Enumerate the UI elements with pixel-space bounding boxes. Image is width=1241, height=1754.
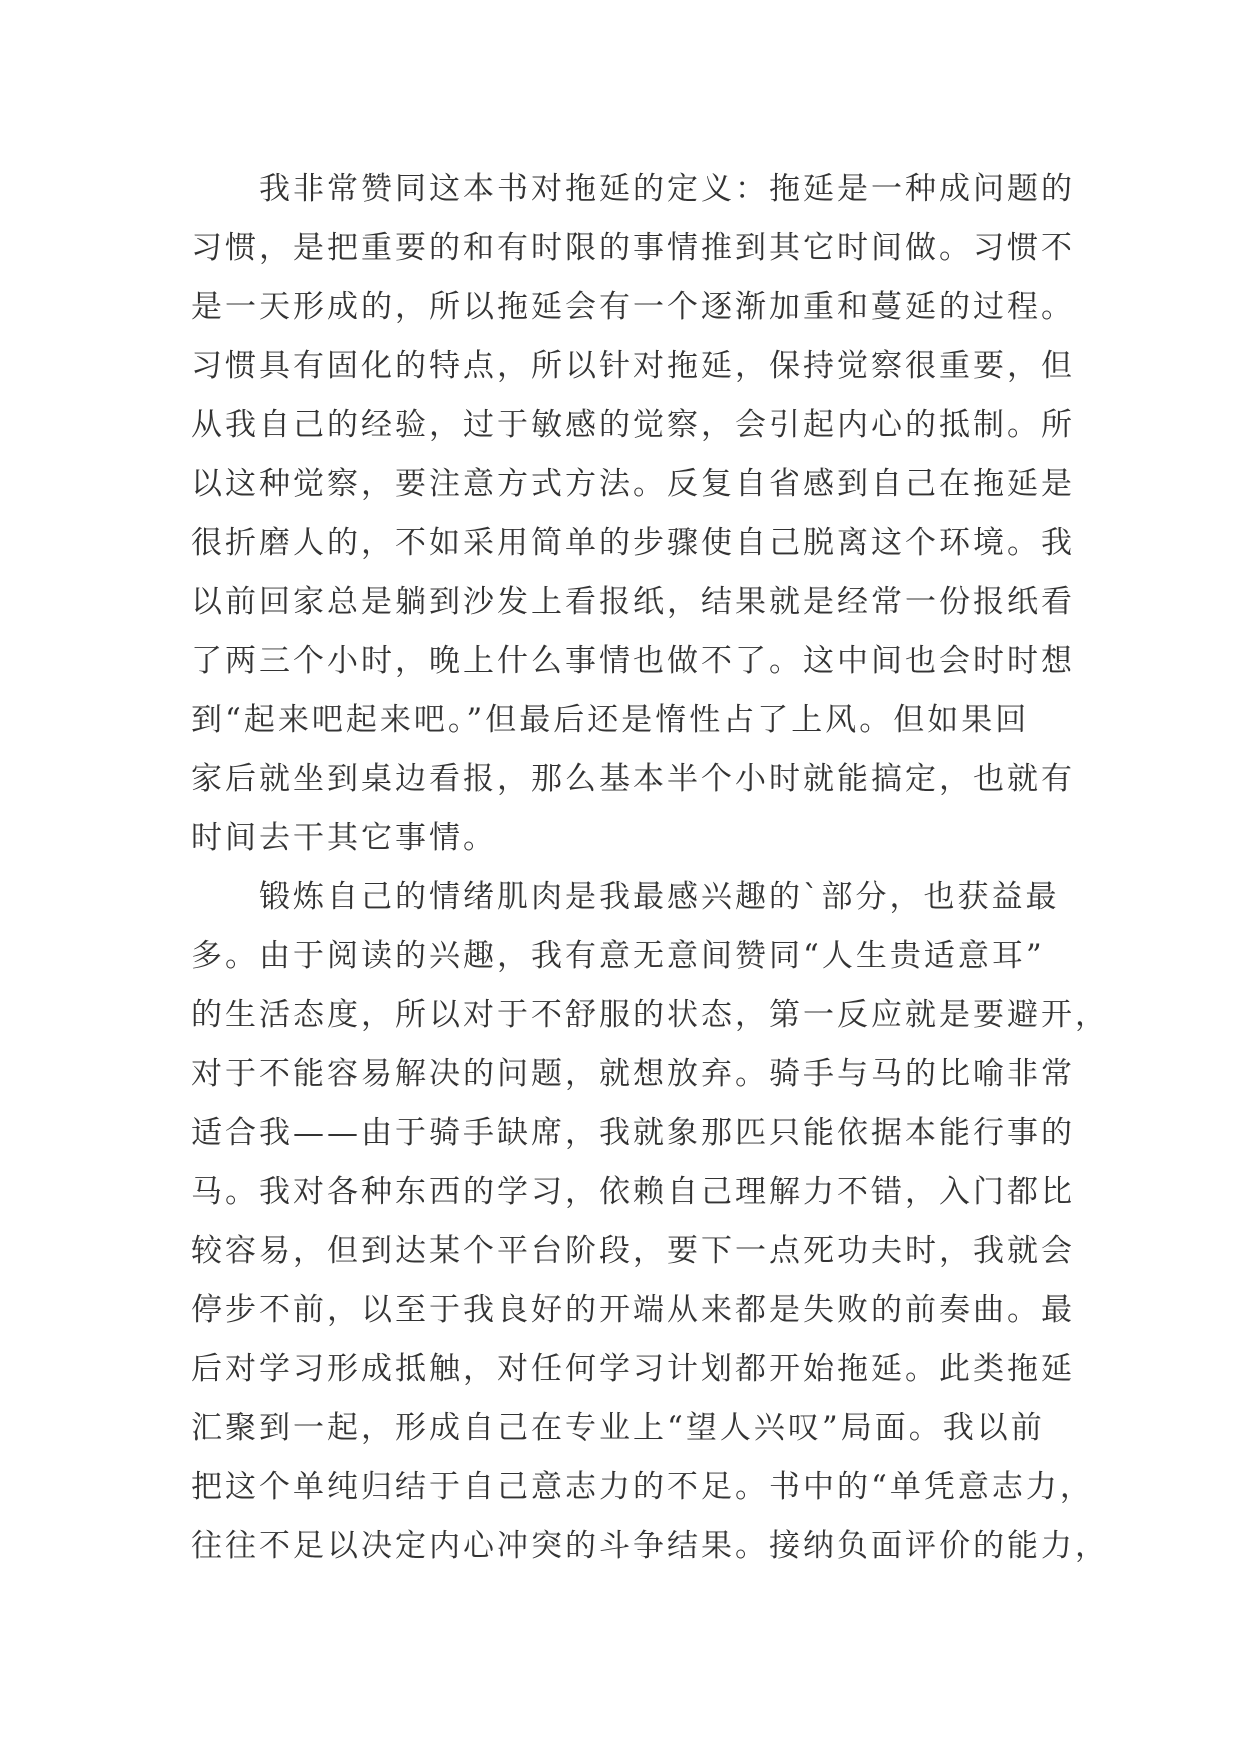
text-line: 汇聚到一起，形成自己在专业上“望人兴叹”局面。我以前	[191, 1410, 1045, 1446]
paragraph-procrastination-definition	[191, 160, 1075, 868]
text-line: 马。我对各种东西的学习，依赖自己理解力不错，入门都比	[191, 1174, 1075, 1210]
text-line: 往往不足以决定内心冲突的斗争结果。接纳负面评价的能力，	[191, 1528, 1109, 1564]
text-line: 习惯，是把重要的和有时限的事情推到其它时间做。习惯不	[191, 230, 1075, 266]
text-line: 从我自己的经验，过于敏感的觉察，会引起内心的抵制。所	[191, 407, 1075, 443]
text-line: 家后就坐到桌边看报，那么基本半个小时就能搞定，也就有	[191, 761, 1075, 797]
text-line: 很折磨人的，不如采用简单的步骤使自己脱离这个环境。我	[191, 525, 1075, 561]
text-line: 的生活态度，所以对于不舒服的状态，第一反应就是要避开，	[191, 997, 1109, 1033]
text-line: 适合我——由于骑手缺席，我就象那匹只能依据本能行事的	[191, 1115, 1075, 1151]
text-line: 锻炼自己的情绪肌肉是我最感兴趣的`部分，也获益最	[191, 879, 1060, 915]
text-line: 是一天形成的，所以拖延会有一个逐渐加重和蔓延的过程。	[191, 289, 1075, 325]
text-line: 较容易，但到达某个平台阶段，要下一点死功夫时，我就会	[191, 1233, 1075, 1269]
text-line: 多。由于阅读的兴趣，我有意无意间赞同“人生贵适意耳”	[191, 938, 1045, 974]
document-body	[191, 160, 1109, 1576]
text-line: 习惯具有固化的特点，所以针对拖延，保持觉察很重要，但	[191, 348, 1075, 384]
text-line: 对于不能容易解决的问题，就想放弃。骑手与马的比喻非常	[191, 1056, 1075, 1092]
text-line: 停步不前，以至于我良好的开端从来都是失败的前奏曲。最	[191, 1292, 1075, 1328]
paragraph-emotional-muscle	[191, 868, 1109, 1576]
text-line: 把这个单纯归结于自己意志力的不足。书中的“单凭意志力，	[191, 1469, 1094, 1505]
text-line: 时间去干其它事情。	[191, 820, 497, 856]
text-line: 到“起来吧起来吧。”但最后还是惰性占了上风。但如果回	[191, 702, 1030, 738]
text-line: 了两三个小时，晚上什么事情也做不了。这中间也会时时想	[191, 643, 1075, 679]
text-line: 后对学习形成抵触，对任何学习计划都开始拖延。此类拖延	[191, 1351, 1075, 1387]
text-line: 以前回家总是躺到沙发上看报纸，结果就是经常一份报纸看	[191, 584, 1075, 620]
text-line: 以这种觉察，要注意方式方法。反复自省感到自己在拖延是	[191, 466, 1075, 502]
text-line: 我非常赞同这本书对拖延的定义：拖延是一种成问题的	[191, 171, 1075, 207]
